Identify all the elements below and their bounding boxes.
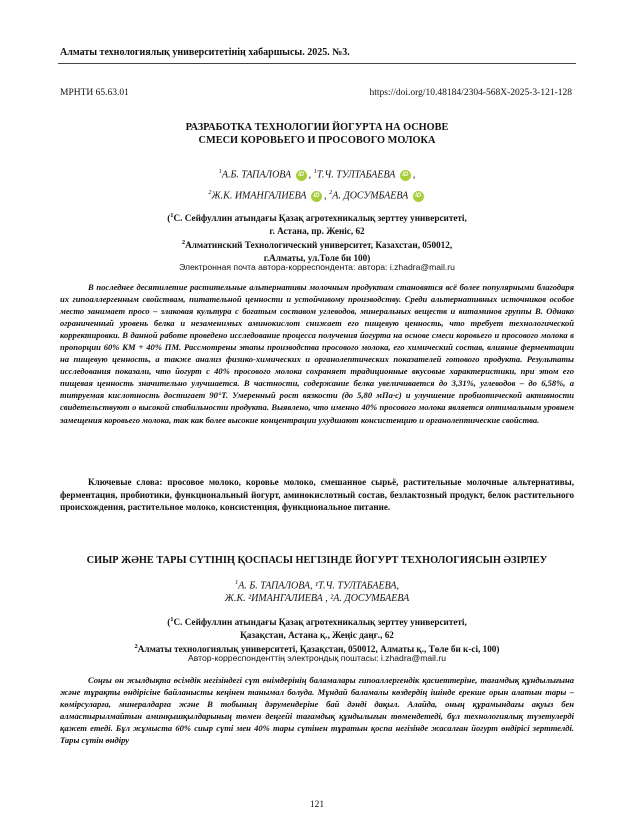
doi-link[interactable]: https://doi.org/10.48184/2304-568X-2025-3-121-128 [369,88,572,98]
ru-aff1-line2: г. Астана, пр. Женіс, 62 [269,225,365,236]
author-affiliation-sup: 1 [218,168,222,175]
ru-aff1-line1: ($^1$С. Сейфуллин атындағы Қазақ агротехникалық зерттеу университеті, [167,212,467,224]
ru-title-line2: СМЕСИ КОРОВЬЕГО И ПРОСОВОГО МОЛОКА [198,135,436,146]
author-name: Ж.К. ИМАНГАЛИЕВА [211,190,307,202]
ru-title-line1: РАЗРАБОТКА ТЕХНОЛОГИИ ЙОГУРТА НА ОСНОВЕ [185,122,449,133]
aff-sup: 1 [170,212,174,219]
kz-authors-text: А. Б. ТАПАЛОВА, ¹Т.Ч. ТУЛТАБАЕВА, [238,580,399,592]
author-affiliation-sup: 2 [328,189,333,197]
author-name: А.Б. ТАПАЛОВА [221,169,292,181]
ru-keywords: Ключевые слова: просовое молоко, коровье молоко, смешанное сырьё, растительные молочные альтернативы, ферментация, пробиотики, функциональный йогурт, аминокислотный состав, безлактозный продукт, белок растительного происхождения, растительное молоко, консистенция, функциональное питание. [60,477,574,513]
ru-affiliations [58,210,576,264]
ru-abstract: В последнее десятилетие растительные альтернативы молочным продуктам становятся всё более популярными благодаря их гипоаллергенным свойствам, питательной ценности и устойчивому производству. Среди альтернативных источников особое место занимает просо – злаковая культура с богатым составом углеводов, минеральных веществ и витаминов группы В. Однако ограниченный уровень белка и незаменимых аминокислот снижает его пищевую ценность, что требует технологической корректировки. В данной работе проведено исследование процесса получения йогурта на основе смеси коровьего и просового молока в пропорции 60% КМ + 40% ПМ. Рассмотрены этапы производства просового молока, его химический состав, влияние ферментации на пищевую ценность, а также анализ физико-химических и органолептических показателей готового продукта. Результаты исследования показали, что йогурт с 40% просового молока сохраняет традиционные вкусовые характеристики, при этом его пищевая ценность значительно улучшается. В частности, содержание белка увеличивается до 3,31%, углеводов – до 6,58%, а титруемая кислотность достигает 90°Т. Умеренный рост вязкости (до 5,80 мПа·с) и улучшение пробиотической активности свидетельствуют о высокой стабильности продукта. Выявлено, что именно 40% просового молока является оптимальным уровнем замещения коровьего молока, так как более высокие концентрации ухудшают консистенцию и органолептические свойства. [60,282,574,425]
kz-affiliations [58,614,576,656]
kz-abstract: Соңғы он жылдықта өсімдік негізіндегі сүт өнімдерінің баламалары гипоаллергендік қасиеттеріне, тағамдық құндылығына және тұрақты өндірісіне байланысты кеңінен танымал болуда. Мұндай баламалы көздердің ішінде ерекше орын алатын тары – көмірсуларға, минералдарға және В тобының дәрумендеріне бай дәнді дақыл. Алайда, оның құрамындағы ақуыз бен алмастырылмайтын аминқышқылдарының төмен деңгейі тағамдық құндылығын төмендетеді, бұл технологиялық түзетулерді қажет етеді. Бұл жұмыста 60% сиыр сүті мен 40% тары сүтінен тұратын қоспа негізінде жасалған йогурт өндірісі зерттелді. Тары сүтін өндіру [60,675,574,746]
ru-authors-line2: $^2$Ж.К. ИМАНГАЛИЕВА iD , $^2$А. ДОСУМБАЕВА iD [58,184,576,205]
ru-aff2-line2: г.Алматы, ул.Толе би 100) [263,252,371,263]
orcid-icon[interactable]: iD [400,170,411,181]
author-affiliation-sup: 1 [313,168,317,175]
kz-authors-line1: $^1$А. Б. ТАПАЛОВА, ¹Т.Ч. ТУЛТАБАЕВА, [235,579,399,592]
ru-email: Электронная почта автора-корреспондента: автора: i.zhadra@mail.ru [179,262,455,272]
kz-authors [58,576,576,605]
ru-aff2-line1 [58,237,576,252]
author-affiliation-sup: 2 [208,189,212,197]
kz-title: СИЫР ЖӘНЕ ТАРЫ СҮТІНІҢ ҚОСПАСЫ НЕГІЗІНДЕ ЙОГУРТ ТЕХНОЛОГИЯСЫН ӘЗІРЛЕУ [86,555,548,566]
orcid-icon[interactable]: iD [311,191,322,202]
aff-text: Алматы технологиялық университеті, Қазақстан, 050012, Алматы қ., Төле би к-сі, 100) [137,644,500,655]
ru-authors [58,163,576,206]
kz-email: Автор-корреспонденттің электрондық поштасы: i.zhadra@mail.ru [188,653,446,663]
orcid-icon[interactable]: iD [296,170,307,181]
orcid-icon[interactable]: iD [413,191,424,202]
mrnti-code: МРНТИ 65.63.01 [60,88,129,98]
ru-title [58,121,576,147]
author-name: Т.Ч. ТУЛТАБАЕВА [316,169,396,181]
aff-text: Алматинский Технологический университет, Казахстан, 050012, [185,240,453,251]
kz-aff2-line1: $^2$Алматы технологиялық университеті, Қазақстан, 050012, Алматы қ., Төле би к-сі, 100) [134,643,500,655]
ru-authors-line1: $^1$А.Б. ТАПАЛОВА iD , $^1$Т.Ч. ТУЛТАБАЕВА iD , [218,168,416,181]
kz-authors-line2: Ж.К. ²ИМАНГАЛИЕВА , ²А. ДОСУМБАЕВА [224,593,410,605]
author-name: А. ДОСУМБАЕВА [332,190,409,202]
kz-aff1-line2: Қазақстан, Астана қ., Жеңіс даңғ., 62 [240,629,394,640]
aff-text: С. Сейфуллин атындағы Қазақ агротехникалық зерттеу университеті, [173,213,467,224]
aff-sup: 2 [181,239,186,247]
kz-aff1-line1: ($^1$С. Сейфуллин атындағы Қазақ агротехникалық зерттеу университеті, [167,616,467,628]
header-rule [58,63,576,64]
page-number: 121 [309,800,325,810]
journal-header: Алматы технологиялық университетінің хабаршысы. 2025. №3. [60,47,350,58]
aff-text: С. Сейфуллин атындағы Қазақ агротехникалық зерттеу университеті, [173,617,467,628]
